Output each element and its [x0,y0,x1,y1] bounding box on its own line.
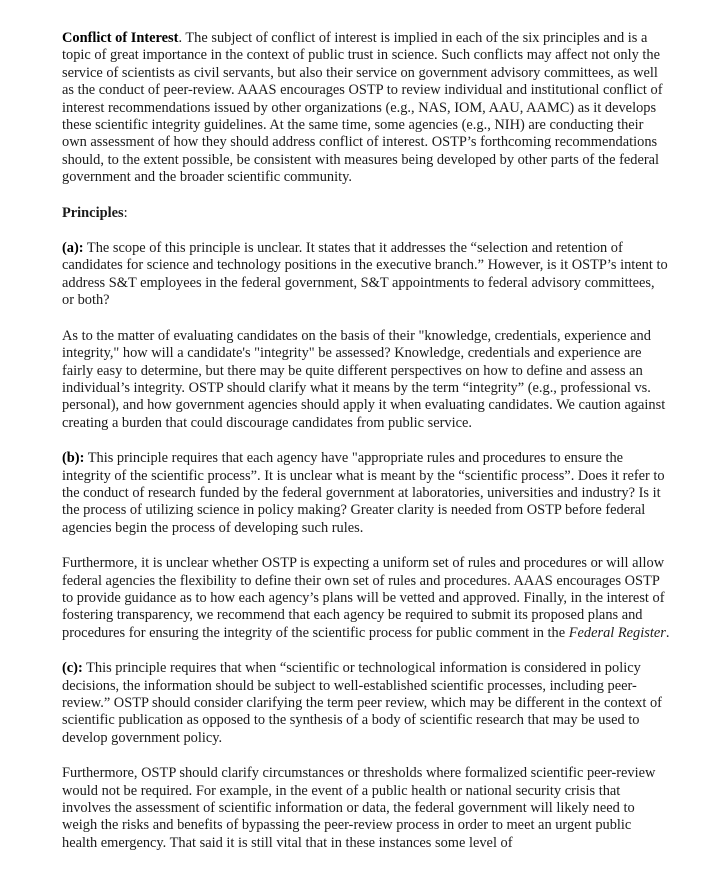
principles-heading [62,205,670,222]
principle-b-label: (b): [62,450,85,467]
principles-heading-colon: : [123,204,128,221]
conflict-of-interest-text: . The subject of conflict of interest is implied in each of the six principles and is a topic of great importance in the context of public trust in science. Such conflicts may affect not only the service of scientists as civil servants, but also their service on government advisory committees, as well as the conduct of peer-review. AAAS encourages OSTP to review individual and institutional conflict of interest recommendations issued by other organizations (e.g., NAS, IOM, AAU, AAMC) as it develops these scientific integrity guidelines. At the same time, some agencies (e.g., NIH) are conducting their own assessment of how they should address conflict of interest. OSTP’s forthcoming recommendations should, to the extent possible, be consistent with measures being developed by other parts of the federal government and the broader scientific community. [62,30,663,186]
principle-a-text-1: The scope of this principle is unclear. It states that it addresses the “selection and retention of candidates for science and technology positions in the executive branch.” However, is it OSTP’s intent to address S&T employees in the federal government, S&T appointments to federal advisory committees, or both? [62,240,668,309]
principle-b-paragraph-1 [62,450,670,537]
principles-heading-text: Principles [62,204,124,221]
principle-c-label: (c): [62,660,83,677]
principle-a-paragraph-1 [62,240,670,310]
principle-c-paragraph-1 [62,660,670,747]
principle-c-text-1: This principle requires that when “scientific or technological information is considered in policy decisions, the information should be subject to well-established scientific processes, including peer-review.” OSTP should consider clarifying the term peer review, which may be different in the context of scientific publication as opposed to the synthesis of a body of scientific research that may be used to develop government policy. [62,660,662,746]
principle-b-text-2-end: . [665,624,670,641]
conflict-of-interest-heading: Conflict of Interest [62,30,179,46]
principle-b-text-1: This principle requires that each agency have "appropriate rules and procedures to ensure the integrity of the scientific process”. It is unclear what is meant by the “scientific process”. Does it refer to the conduct of research funded by the federal government at laboratories, universities and industry? Is it the process of utilizing science in policy making? Greater clarity is needed from OSTP before federal agencies begin the process of developing such rules. [62,450,665,536]
principle-a-paragraph-2: As to the matter of evaluating candidates on the basis of their "knowledge, credentials, experience and integrity," how will a candidate's "integrity" be assessed? Knowledge, credentials and experience are fairly easy to determine, but there may be quite different perspectives on how to define and assess an individual’s integrity. OSTP should clarify what it means by the term “integrity” (e.g., professional vs. personal), and how government agencies should apply it when evaluating candidates. We caution against creating a burden that could discourage candidates from public service. [62,327,666,431]
conflict-of-interest-paragraph [62,30,670,187]
principle-c-paragraph-2: Furthermore, OSTP should clarify circumstances or thresholds where formalized scientific peer-review would not be required. For example, in the event of a public health or national security crisis that involves the assessment of scientific information or data, the federal government will likely need to weigh the risks and benefits of bypassing the peer-review process in order to meet an urgent public health emergency. That said it is still vital that in these instances some level of [62,765,656,851]
document-page [62,30,670,870]
principle-a-label: (a): [62,240,84,257]
principle-b-paragraph-2 [62,555,670,642]
federal-register-italic: Federal Register [568,624,666,641]
principle-b-text-2: Furthermore, it is unclear whether OSTP is expecting a uniform set of rules and procedures or will allow federal agencies the flexibility to define their own set of rules and procedures. AAAS encourages OSTP to provide guidance as to how each agency’s plans will be vetted and approved. Finally, in the interest of fostering transparency, we recommend that each agency be required to submit its proposed plans and procedures for ensuring the integrity of the scientific process for public comment in the [62,555,665,641]
